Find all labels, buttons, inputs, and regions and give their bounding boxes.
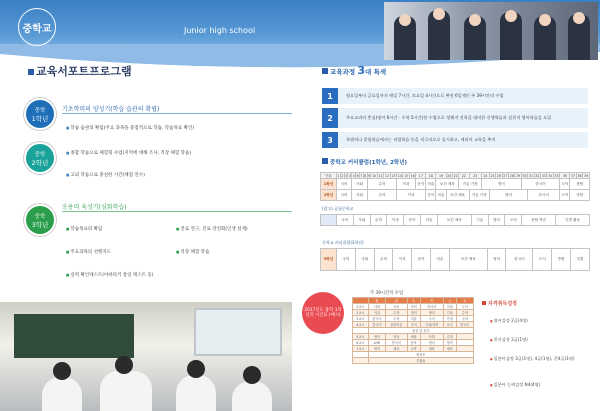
grade3-item: ■ 실력 확인테스트(아바타키 통일 테스트 등) [66,272,154,278]
grade1-title: 기초학력의 양성기(학습 습관의 확립) [62,106,160,113]
table-cell: 보건 [443,322,456,328]
feature-item: 2 주요교과의 충실(영어 6시간 · 수학 5시간)한 수업으로 정해져 진학을 대비한 선행학습과 실천적 영어학습을 도입 [322,108,588,128]
table-cell: 종합학습 [386,322,408,328]
table-cell: 국어 [456,316,473,322]
table-cell: 음악 [407,340,420,346]
ruler-cell: 37 [571,173,576,178]
square-icon [482,301,486,305]
grade3-item: ■ 진로 연구, 진로 강연회(인생 설계) [176,226,248,232]
table-cell: 한국어 [368,322,385,328]
table-cell: 수학 [456,310,473,316]
table-cell: 영어 [368,346,385,352]
square-icon [322,158,328,164]
feature-item: 3 특별히나 종합학습에서는 직업학습 등을 적극적으로 실시하고, 캐리어 교육을 추진 [322,132,588,148]
table-cell: 목 [420,298,443,304]
feature-item: 1 월요일부터 금요일까지 매일 7시간, 토요일 4시간으로 완전 6일제인 주 39시간의 수업 [322,88,588,104]
table-cell: 수학 [443,334,456,340]
ruler-cell: 13 [391,173,396,178]
ruler-cell: 34 [548,173,553,178]
table-cell: 영어 [368,334,385,340]
table-cell: 이과/과학 [420,322,443,328]
table-cell: 사회 [420,334,443,340]
table-cell: 부활동 [368,358,473,364]
ruler-cell: 22 [459,173,469,179]
grade3-curriculum-table [320,248,590,271]
curriculum-table: 단위 1 2 3 4 5 6 7 8 9 10 11 12 13 14 15 16 17 18 19 20 21 22 23 24 25 26 27 28 29 30 31 32 33 34 35 36 37 38 39 1학년 국어 사회 수학 이과 음악 미술 보건 체육 기술 가정 영어 한국어 도덕 종합 2학년 국어 사회 수학 이과 음악 미술 보건 체육 기술 가정 영어 한국어 도덕 종합 [320,172,590,201]
table-cell: 가정 [443,316,456,322]
ruler-cell: 39 [584,173,589,178]
grade3-curriculum-title: 중학교 커리큘럼(3학년) [322,240,364,245]
table-cell: 사회 [368,304,385,310]
certs-title: 자격취득검정 [482,300,517,307]
square-icon [28,69,34,75]
table-cell [353,358,369,364]
ruler-cell: 17 [416,173,426,179]
grade1-item: ■ 학습 습관의 확립(주요 과목을 중점적으로 학습, 학습목표 확인) [66,125,194,131]
timetable-table [352,297,474,364]
table-cell: 방과후 [368,352,473,358]
grade2-item: ■ 종합 학습으로 체험형 수업(지역에 대해 조사, 직장 체험 학습) [66,150,191,156]
ruler-cell: 2 [341,173,344,178]
program-title: 교육서포트프로그램 [28,63,132,79]
table-cell: 한국어 [456,322,473,328]
ruler-cell: 14 [397,173,402,178]
table-cell: 수 [407,298,420,304]
table-cell: 영어 [407,310,420,316]
school-badge: 중학교 [18,8,56,46]
table-cell: 이과 [443,304,456,310]
table-cell: 미술 [407,316,420,322]
table-cell: 국어 [420,316,443,322]
cert-item: ● 일본어 능력검정 N4(4명) [490,382,540,388]
students-photo [384,2,598,60]
table-cell: 수학 [386,310,408,316]
table-cell: 7교시 [353,346,369,352]
ruler-cell: 25 [490,173,495,178]
ruler-cell: 35 [554,173,559,178]
ruler-cell: 10 [372,173,377,178]
timetable-bubble: 2017년도 중학 1학년의 시간표 (예시) [302,292,344,334]
table-cell: 월 [368,298,385,304]
table-cell: 화 [386,298,408,304]
cert-item: ● 일본어검정 3급(1명), 4급(1명), 준4급(1명) [490,356,594,362]
table-cell: 토 [456,298,473,304]
ruler-cell: 16 [410,173,415,178]
table-cell: 영어 [420,310,443,316]
divider [62,211,292,212]
ruler-cell: 19 [436,173,446,179]
ruler-cell: 26 [496,173,501,178]
timetable-title: 주 39시간의 수업 [370,291,404,296]
table-cell: 체육 [420,346,443,352]
ruler-cell: 18 [426,173,436,179]
ruler-cell: 5 [352,173,355,178]
table-cell: 수학 [407,346,420,352]
ruler-cell: 1 [337,173,340,178]
table-cell: 4교시 [353,322,369,328]
table-cell: 국어 [386,304,408,310]
ruler-cell: 20 [447,173,452,178]
grade2-item: ■ 고외 학습으로 충실한 시간(체험 연수) [66,172,145,178]
table-cell: 체육 [407,334,420,340]
table-cell: 6교시 [353,340,369,346]
table-cell: 이과 [368,310,385,316]
ruler-cell: 36 [560,173,570,179]
ruler-cell: 4 [348,173,351,178]
ruler-cell: 7 [360,173,363,178]
ruler-cell: 24 [483,173,488,178]
ruler-cell: 9 [368,173,371,178]
ruler-cell: 12 [384,173,389,178]
ruler-cell: 23 [469,173,481,179]
cert-item: ● 영어검정 2급(4명) [490,318,528,324]
table-row: 국어 사회 수학 이과 음악 미술 보건 체육 기술 영어 도덕 종합 학습 특별 활동 [321,215,590,226]
table-cell: LHR [368,340,385,346]
table-cell: 수학 [386,316,408,322]
table-cell: 체육 [386,346,408,352]
table-cell: 1교시 [353,304,369,310]
ruler-cell: 21 [453,173,458,178]
reference-title: (참고) 공립중학교 [322,206,354,211]
table-row: 3학년 국어 사회 수학 이과 음악 미술 보건 체육 영어 한국어 도덕 종합 특별 [321,249,590,271]
table-cell: 금 [443,298,456,304]
table-cell: 영어 [420,340,443,346]
table-cell: 한국어 [368,316,385,322]
table-cell: 도덕 [456,304,473,310]
table-cell: 사회 [407,304,420,310]
ruler-cell: 28 [509,173,514,178]
table-row: 2학년 국어 사회 수학 이과 음악 미술 보건 체육 기술 가정 영어 한국어 도덕 종합 [321,190,590,201]
table-cell: 역사 [386,334,408,340]
ruler-cell: 15 [404,173,409,178]
grade3-item: ■ 학습목표의 확립 [66,226,102,232]
grade1-circle: 중학 1학년 [24,98,56,130]
ruler-cell: 8 [364,173,367,178]
ruler-cell: 38 [577,173,582,178]
ruler-cell: 11 [378,173,383,178]
ruler-cell: 33 [541,173,546,178]
cert-item: ● 한자검정 2급(1명) [490,337,528,343]
divider [62,113,292,114]
table-cell: 국어 [407,322,420,328]
grade2-circle: 중학 2학년 [24,142,56,174]
ruler-cell: 29 [516,173,521,178]
reference-table [320,214,590,226]
table-cell: 한국어 [420,304,443,310]
table-row [353,358,474,364]
square-icon [322,68,328,74]
ruler-cell: 6 [356,173,359,178]
ruler-cell: 30 [522,173,527,178]
table-cell: 체육 [443,346,456,352]
grade3-title: 응용력 육성기(심화학습) [62,204,127,211]
table-row: 1학년 국어 사회 수학 이과 음악 미술 보건 체육 기술 가정 영어 한국어 도덕 종합 [321,179,590,190]
ruler-cell: 27 [503,173,508,178]
features-title: 교육과정 3대 특색 [322,64,386,77]
ruler-cell: 3 [345,173,348,178]
table-cell: 기술 [443,310,456,316]
table-cell: 3교시 [353,316,369,322]
grade3-item: ■ 주요과목의 선행지도 [66,249,111,255]
table-cell: 2교시 [353,310,369,316]
school-subtitle: Junior high school [184,26,256,35]
curriculum-title: 중학교 커리큘럼(1학년, 2학년) [322,158,407,166]
classroom-photo [0,302,292,411]
ruler-cell: 32 [535,173,540,178]
ruler-cell: 31 [528,173,533,178]
table-cell: 점심 및 휴식 [368,328,473,334]
grade3-circle: 중학 3학년 [24,204,56,236]
table-cell: 한국어 [386,340,408,346]
table-cell: 영어 [443,340,456,346]
grade3-item: ■ 직장 체험 학습 [176,249,209,255]
table-cell: 5교시 [353,334,369,340]
